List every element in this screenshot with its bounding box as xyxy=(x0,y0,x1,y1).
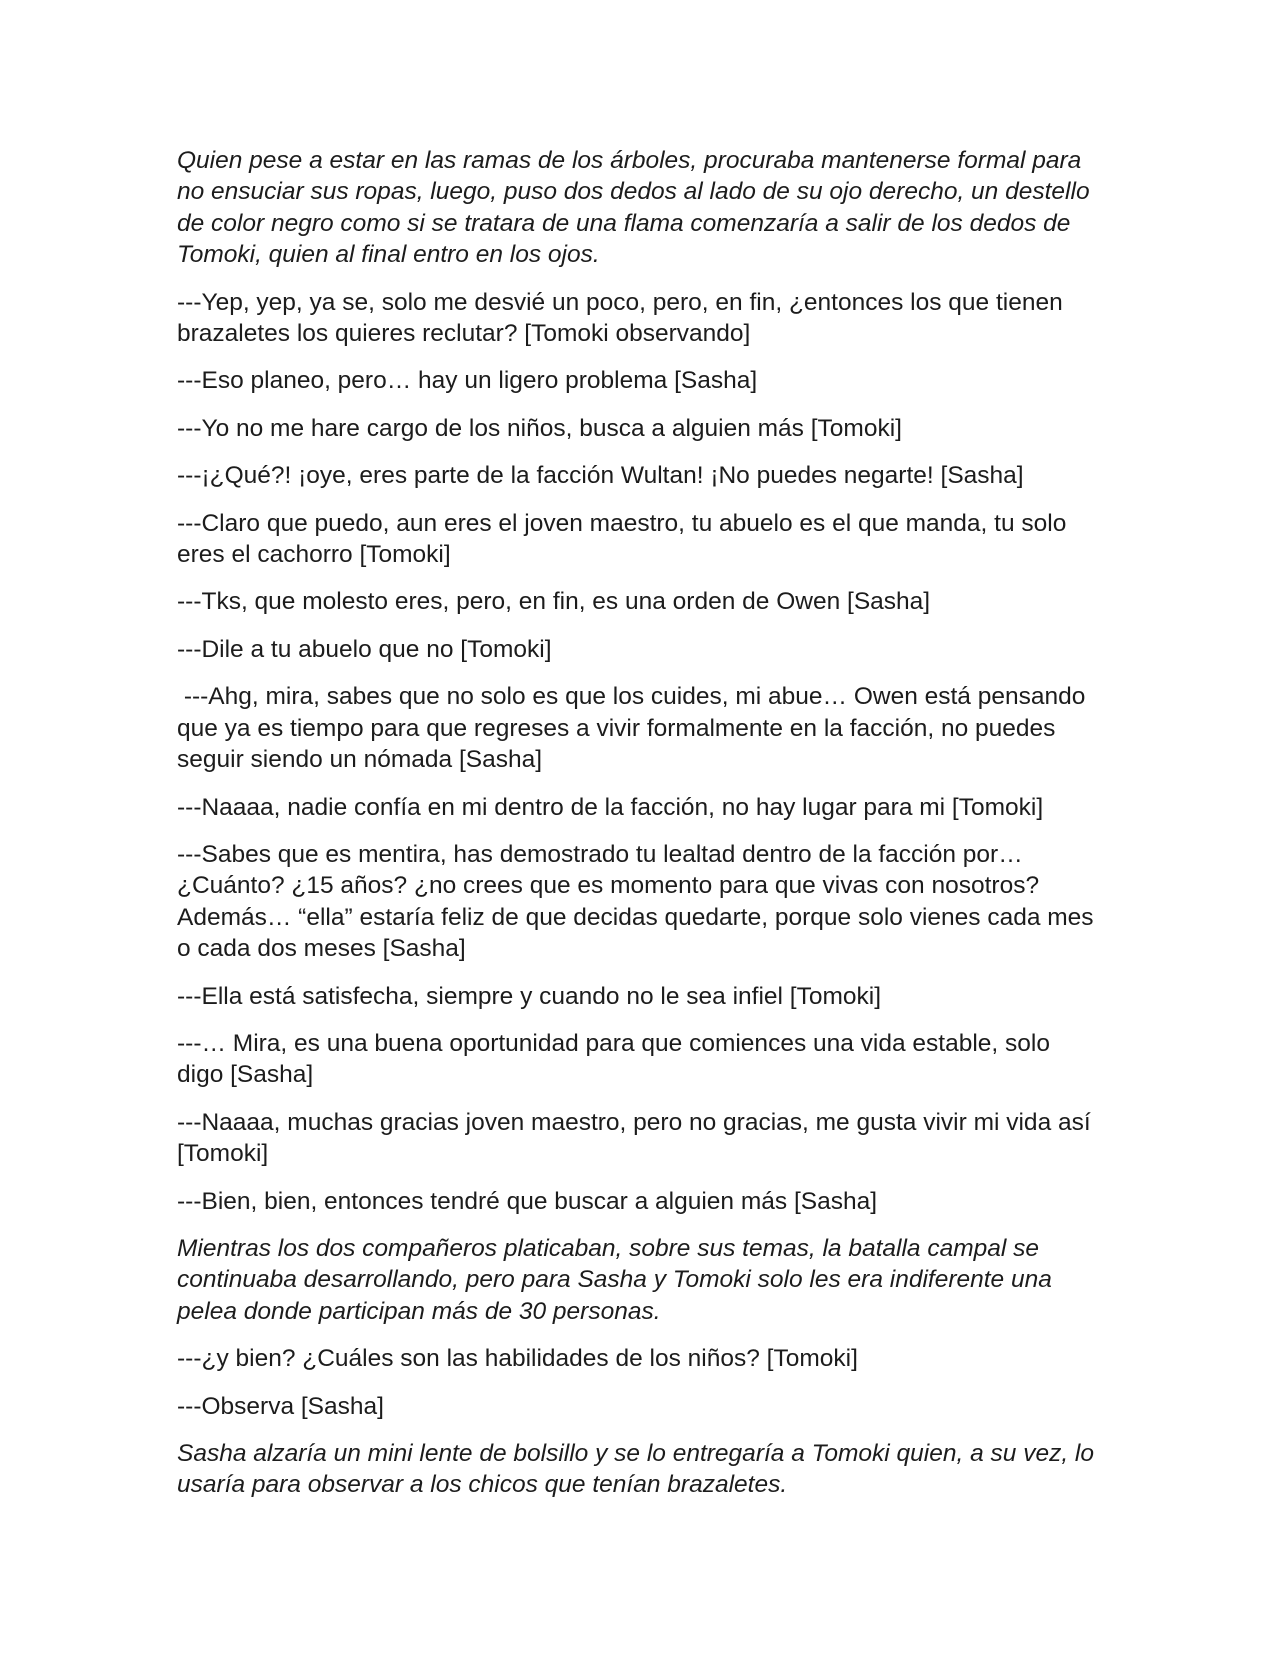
dialogue-paragraph: ---Ahg, mira, sabes que no solo es que los cuides, mi abue… Owen está pensando que ya es tiempo para que regreses a vivir formalmente en la facción, no puedes seguir siendo un nómada [Sasha] xyxy=(177,683,1093,774)
dialogue-paragraph: ---Eso planeo, pero… hay un ligero problema [Sasha] xyxy=(177,367,758,395)
dialogue-paragraph: ---Observa [Sasha] xyxy=(177,1392,384,1420)
narration-paragraph: Mientras los dos compañeros platicaban, sobre sus temas, la batalla campal se continuaba desarrollando, pero para Sasha y Tomoki solo les era indiferente una pelea donde participan más de 30 personas. xyxy=(177,1234,1059,1325)
dialogue-paragraph: ---Yo no me hare cargo de los niños, busca a alguien más [Tomoki] xyxy=(177,414,902,442)
dialogue-paragraph: ---Claro que puedo, aun eres el joven maestro, tu abuelo es el que manda, tu solo eres el cachorro [Tomoki] xyxy=(177,509,1074,569)
narration-paragraph: Sasha alzaría un mini lente de bolsillo y se lo entregaría a Tomoki quien, a su vez, lo usaría para observar a los chicos que tenían brazaletes. xyxy=(177,1440,1101,1499)
dialogue-paragraph: ---Yep, yep, ya se, solo me desvié un poco, pero, en fin, ¿entonces los que tienen brazaletes los quieres reclutar? [Tomoki observando] xyxy=(177,288,1070,348)
dialogue-paragraph: ---Bien, bien, entonces tendré que buscar a alguien más [Sasha] xyxy=(177,1187,878,1215)
dialogue-paragraph: ---Sabes que es mentira, has demostrado tu lealtad dentro de la facción por… ¿Cuánto? ¿15 años? ¿no crees que es momento para que vivas con nosotros? Además… “ella” estaría feliz de que decidas quedarte, porque solo vienes cada mes o cada dos meses [Sasha] xyxy=(177,840,1101,963)
dialogue-paragraph: ---Dile a tu abuelo que no [Tomoki] xyxy=(177,635,552,663)
dialogue-paragraph: ---Naaaa, muchas gracias joven maestro, pero no gracias, me gusta vivir mi vida así [Tomoki] xyxy=(177,1108,1098,1168)
dialogue-paragraph: ---Naaaa, nadie confía en mi dentro de la facción, no hay lugar para mi [Tomoki] xyxy=(177,793,1044,821)
dialogue-paragraph: ---Tks, que molesto eres, pero, en fin, es una orden de Owen [Sasha] xyxy=(177,588,931,616)
dialogue-paragraph: ---¿y bien? ¿Cuáles son las habilidades de los niños? [Tomoki] xyxy=(177,1345,858,1373)
document-body xyxy=(177,145,1101,1517)
dialogue-paragraph: ---Ella está satisfecha, siempre y cuando no le sea infiel [Tomoki] xyxy=(177,982,882,1010)
dialogue-paragraph: ---¡¿Qué?! ¡oye, eres parte de la facción Wultan! ¡No puedes negarte! [Sasha] xyxy=(177,462,1024,490)
dialogue-paragraph: ---… Mira, es una buena oportunidad para que comiences una vida estable, solo digo [Sasha] xyxy=(177,1029,1057,1089)
narration-paragraph: Quien pese a estar en las ramas de los árboles, procuraba mantenerse formal para no ensuciar sus ropas, luego, puso dos dedos al lado de su ojo derecho, un destello de color negro como si se tratara de una flama comenzaría a salir de los dedos de Tomoki, quien al final entro en los ojos. xyxy=(177,147,1097,269)
